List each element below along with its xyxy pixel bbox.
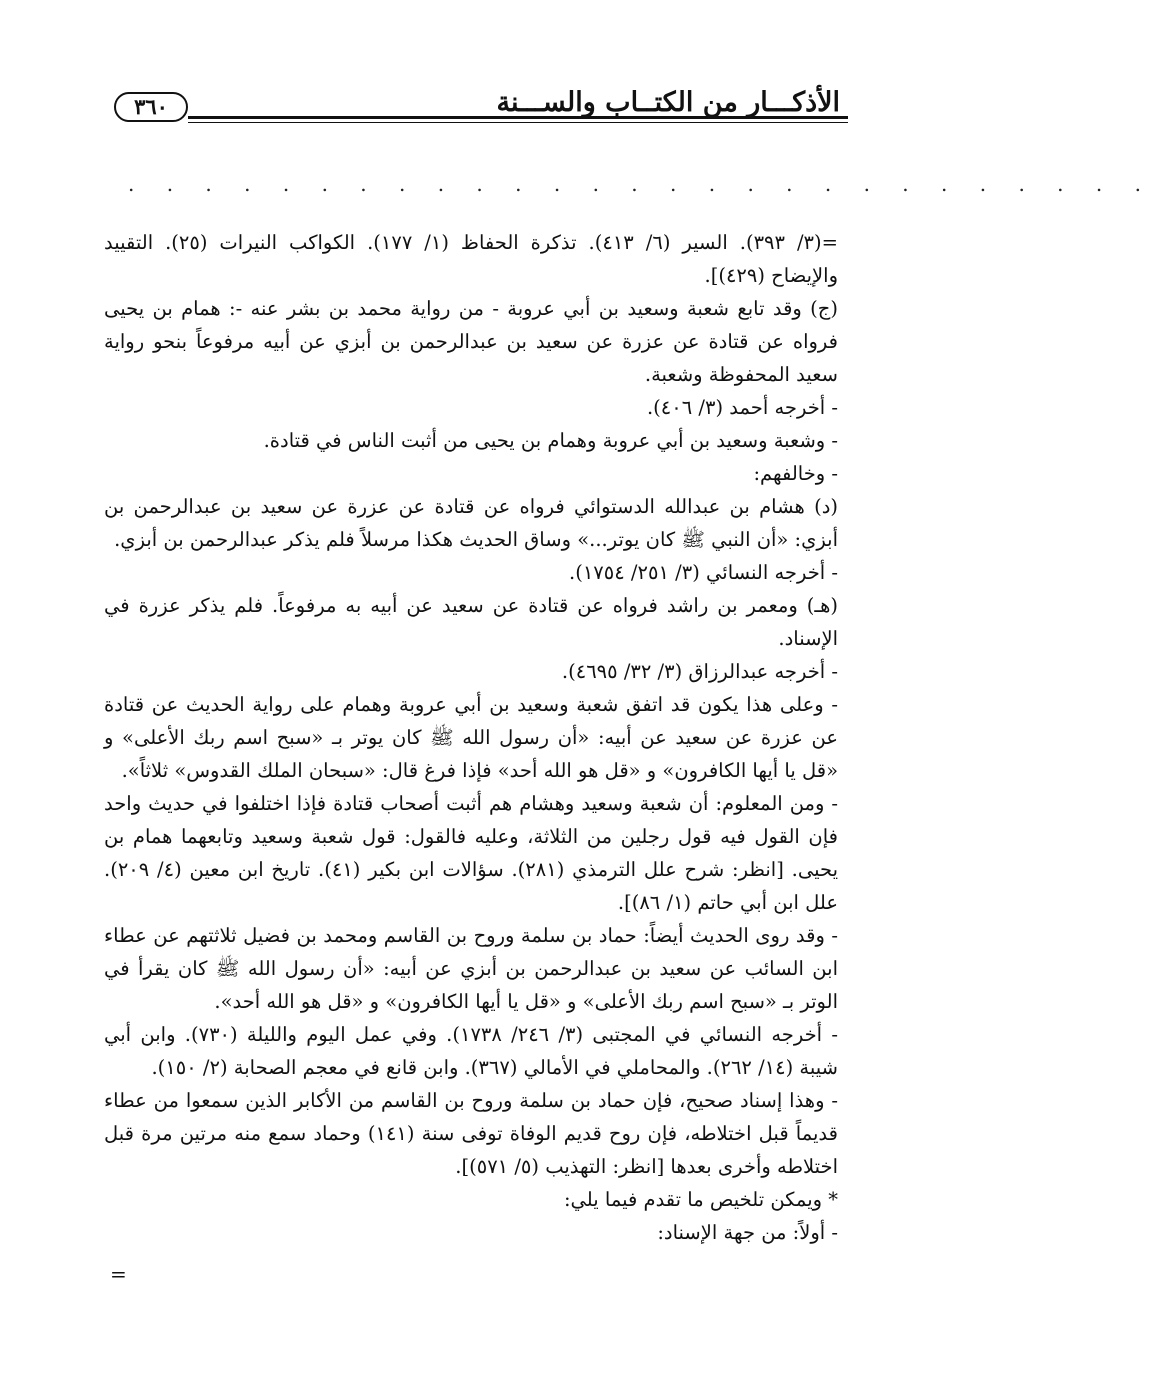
paragraph: - وشعبة وسعيد بن أبي عروبة وهمام بن يحيى من أثبت الناس في قتادة. [263,429,838,452]
dotted-separator: . . . . . . . . . . . . . . . . . . . . . . . . . . . [128,172,1154,196]
continuation-mark: = [110,1262,127,1286]
paragraph: (هـ) ومعمر بن راشد فرواه عن قتادة عن سعيد عن أبيه به مرفوعاً. فلم يذكر عزرة في الإسناد. [104,594,838,650]
paragraph: - أولاً: من جهة الإسناد: [657,1221,838,1244]
page-number: ٣٦٠ [114,92,188,122]
paragraph: - أخرجه النسائي (٣/ ٢٥١/ ١٧٥٤). [569,561,838,584]
page-header [100,86,848,136]
header-rule-thin [188,122,848,123]
paragraph: (د) هشام بن عبدالله الدستوائي فرواه عن قتادة عن عزرة عن سعيد بن عبدالرحمن بن أبزي: «أن النبي ﷺ كان يوتر...» وساق الحديث هكذا مرسلاً فلم يذكر عبدالرحمن بن أبزي. [104,495,838,551]
header-rule-thick [188,116,848,119]
paragraph: - أخرجه أحمد (٣/ ٤٠٦). [646,396,838,419]
paragraph: - وعلى هذا يكون قد اتفق شعبة وسعيد بن أبي عروبة وهمام على رواية الحديث عن قتادة عن عزرة عن سعيد عن أبيه: «أن رسول الله ﷺ كان يوتر بـ «سبح اسم ربك الأعلى» و «قل يا أيها الكافرون» و «قل هو الله أحد» فإذا فرغ قال: «سبحان الملك القدوس» ثلاثاً». [104,693,838,782]
paragraph: (ج) وقد تابع شعبة وسعيد بن أبي عروبة - من رواية محمد بن بشر عنه -: همام بن يحيى فرواه عن قتادة عن عزرة عن سعيد بن عبدالرحمن بن أبزي عن أبيه مرفوعاً بنحو رواية سعيد المحفوظة وشعبة. [104,297,838,386]
book-title: الأذكـــار من الكتــاب والســـنة [496,87,840,118]
paragraph: =(٣/ ٣٩٣). السير (٦/ ٤١٣). تذكرة الحفاظ (١/ ١٧٧). الكواكب النيرات (٢٥). التقييد والإيضاح (٤٢٩)]. [104,231,838,287]
footnote-body [104,226,844,1249]
paragraph: - وخالفهم: [753,462,838,485]
paragraph: - أخرجه عبدالرزاق (٣/ ٣٢/ ٤٦٩٥). [561,660,838,683]
paragraph: - أخرجه النسائي في المجتبى (٣/ ٢٤٦/ ١٧٣٨). وفي عمل اليوم والليلة (٧٣٠). وابن أبي شيبة (١٤/ ٢٦٢). والمحاملي في الأمالي (٣٦٧). وابن قانع في معجم الصحابة (٢/ ١٥٠). [104,1023,838,1079]
paragraph: - ومن المعلوم: أن شعبة وسعيد وهشام هم أثبت أصحاب قتادة فإذا اختلفوا في حديث واحد فإن القول فيه قول رجلين من الثلاثة، وعليه فالقول: قول شعبة وسعيد وتابعهما همام بن يحيى. [انظر: شرح علل الترمذي (٢٨١). سؤالات ابن بكير (٤١). تاريخ ابن معين (٤/ ٢٠٩). علل ابن أبي حاتم (١/ ٨٦)]. [104,792,838,914]
paragraph: * ويمكن تلخيص ما تقدم فيما يلي: [563,1188,838,1211]
paragraph: - وهذا إسناد صحيح، فإن حماد بن سلمة وروح بن القاسم من الأكابر الذين سمعوا من عطاء قديماً قبل اختلاطه، فإن روح قديم الوفاة توفى سنة (١٤١) وحماد سمع منه مرتين مرة قبل اختلاطه وأخرى بعدها [انظر: التهذيب (٥/ ٥٧١)]. [104,1089,838,1178]
paragraph: - وقد روى الحديث أيضاً: حماد بن سلمة وروح بن القاسم ومحمد بن فضيل ثلاثتهم عن عطاء ابن السائب عن سعيد بن عبدالرحمن بن أبزي عن أبيه: «أن رسول الله ﷺ كان يقرأ في الوتر بـ «سبح اسم ربك الأعلى» و «قل يا أيها الكافرون» و «قل هو الله أحد». [104,924,838,1013]
